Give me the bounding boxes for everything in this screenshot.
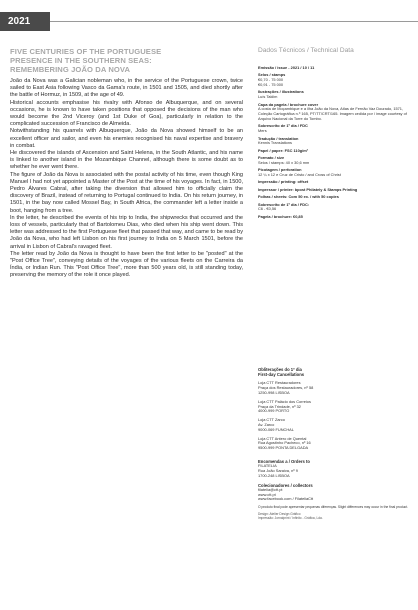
spec-item <box>258 103 410 122</box>
spec-item <box>258 215 410 220</box>
orders-address <box>258 464 410 478</box>
spec-item <box>258 66 410 71</box>
spec-value-line: Selos / stamps: 40 x 30,6 mm <box>258 159 310 165</box>
article-paragraph: In the letter, he described the events of his trip to India, the shipwrecks that occurred and the loss of vessels, particularly that of Bartolomeu Dias, who died when his ship went down. This letter was addressed to the first Portuguese fleet that passed that way, and came to be read by João da Nova, who had left Lisbon on his first journey to India on 5 March 1501, before the arrival in Lisbon of Cabral's ravaged fleet. <box>10 214 243 250</box>
post-office-line: Loja CTT Antero de Quental <box>258 435 307 441</box>
spec-value <box>258 161 410 166</box>
collectors-line: filatelia@ctt.pt <box>258 486 283 492</box>
article-paragraph: He discovered the islands of Ascension and Saint Helena, in the South Atlantic, and his name is linked to another island in the Mozambique Channel, although there is some doubt as to whether he ever went there. <box>10 150 243 171</box>
post-office-line: 1250-998 LISBOA <box>258 390 290 395</box>
collectors-contacts <box>258 488 410 502</box>
spec-label: Pagela / brochure: €0,85 <box>258 213 303 219</box>
spec-label: Picotagem / perforation <box>258 167 302 173</box>
orders-line: 1700-248 LISBOA <box>258 472 290 478</box>
spec-value-line: Mers <box>258 128 267 134</box>
post-office-line: Av. Zarco <box>258 421 275 427</box>
spec-value-line: C6 - €0,56 <box>258 206 277 212</box>
post-office-line: Loja CTT Zarco <box>258 417 285 423</box>
article-paragraph: The letter read by João da Nova is thought to have been the first letter to be "posted" at the "Post Office Tree", conveying details of the voyages of the various fleets on the Carreira da Índia, or Indian Run. This "Post Office Tree", more than 500 years old, is still standing today, preserving the memory of the role it once played. <box>10 250 243 279</box>
spec-item <box>258 73 410 87</box>
spec-value-line: Kennis Translations <box>258 140 292 146</box>
spec-label: Sobrescrito de 1º dia / FDC: <box>258 201 310 207</box>
spec-item <box>258 156 410 166</box>
spec-list <box>258 66 410 220</box>
credit-line: Impressão: Jornalprint / Infinito - Gráfica, Lda. <box>258 516 323 521</box>
spec-label: Impressão / printing: offset <box>258 179 309 185</box>
technical-data-heading: Dados Técnicos / Technical Data <box>258 47 354 54</box>
spec-label: Folhas / sheets: Com 50 ex. / with 50 copies <box>258 194 339 200</box>
post-office-line: Rua Agostinho Pacheco, nº 16 <box>258 440 311 446</box>
spec-value <box>258 141 410 146</box>
spec-label: Tradução / translation <box>258 135 299 141</box>
spec-label: Papel / paper: FSC 110g/m² <box>258 147 308 153</box>
article-paragraph: Notwithstanding his quarrels with Albuquerque, João da Nova showed himself to be an excellent officer and sailor, and even his enemies recognised his naval expertise and bravery in combat. <box>10 128 243 149</box>
spec-value-line: A costa de Moçambique e a ilha João da Nova, Atlas de Fernão Vaz Dourado, 1571, Coleção Cartográfica n.º 165, PT/TT/CRT/165. Imagem cedida por / image courtesy of Arquivo Nacional da Torre do Tombo. <box>258 106 407 121</box>
credits <box>258 512 410 520</box>
header-rule <box>50 21 418 22</box>
post-office-line: 4000-999 PORTO <box>258 408 290 414</box>
post-office-line: Loja CTT Palácio dos Correios <box>258 398 311 404</box>
spec-label: Formato / size <box>258 155 285 161</box>
orders-line: Rua João Saraiva, nº 9 <box>258 467 298 473</box>
spec-value <box>258 207 410 212</box>
article-title-line: FIVE CENTURIES OF THE PORTUGUESE <box>10 47 162 56</box>
post-office-line: 9500-999 PONTA DELGADA <box>258 445 309 451</box>
fdc-heading-line: Obliterações do 1º dia <box>258 367 302 372</box>
post-office-line: Loja CTT Restauradores <box>258 380 301 386</box>
collectors-heading: Colecionadores / collectors <box>258 482 313 488</box>
spec-item <box>258 124 410 134</box>
spec-value <box>258 173 410 178</box>
article-paragraph: Historical accounts emphasise his rivalry with Afonso de Albuquerque, and on several occasions, he is known to have taken positions that opposed the decisions of the man who would become the 2nd Viceroy (and 1st Duke of Goa), particularly in relation to the complicated succession of Francisco de Almeida. <box>10 99 243 128</box>
spec-label: Ilustrações / illustrations <box>258 89 304 95</box>
article-title <box>10 47 243 74</box>
post-office <box>258 400 410 414</box>
post-office-line: Praça dos Restauradores, nº 58 <box>258 385 314 391</box>
post-office <box>258 437 410 451</box>
spec-item <box>258 168 410 178</box>
spec-label: Capa da pagela / brochure cover <box>258 101 319 107</box>
spec-value <box>258 129 410 134</box>
spec-item <box>258 90 410 100</box>
spec-item <box>258 195 410 200</box>
orders-line: FILATELIA <box>258 463 277 469</box>
spec-item <box>258 203 410 213</box>
post-office-list <box>258 381 410 451</box>
article-paragraph: João da Nova was a Galician nobleman who, in the service of the Portuguese crown, twice sailed to East Asia following Vasco da Gama's route, in 1501 and 1505, and died shortly after the battle of Hormuz, in 1509, at the age of 49. <box>10 78 243 99</box>
first-day-cancellations <box>258 367 410 521</box>
article-paragraph: The figure of João da Nova is associated with the postal activity of his time, even though King Manuel I had not yet appointed a Master of the Post at the time of his voyages. In fact, in 1500, Pedro Álvares Cabral, after taking the diversion that allowed him to officially claim the discovery of Brazil, instead of returning to Portugal continued to India. On his return journey, in 1501, in the bay now called Mossel Bay, in South Africa, the commander left a letter inside a boot, hanging from a tree. <box>10 171 243 214</box>
article-title-line: REMEMBERING JOÃO DA NOVA <box>10 65 131 74</box>
article-title-line: PRESENCE IN THE SOUTHERN SEAS: <box>10 56 152 65</box>
spec-value <box>258 107 410 121</box>
spec-value-line: 12 ¼ x 12 e Cruz de Cristo / and Cross of Christ <box>258 172 341 178</box>
spec-label: Emissão / issue - 2021 / 10 / 11 <box>258 65 315 70</box>
technical-data <box>258 47 410 222</box>
article <box>10 47 243 280</box>
fdc-heading-line: First-day Cancellations <box>258 372 305 378</box>
spec-label: Sobrescrito de 1º dia / FDC <box>258 123 308 129</box>
spec-label: Selos / stamps <box>258 72 286 78</box>
post-office-line: 9000-069 FUNCHAL <box>258 426 294 432</box>
spec-value <box>258 95 410 100</box>
spec-label: Impressor / printer: bpost Philately & Stamps Printing <box>258 186 358 192</box>
year-badge: 2021 <box>0 12 50 31</box>
spec-value-line: €0,91 - 75 000 <box>258 81 284 87</box>
spec-item <box>258 149 410 154</box>
spec-value-line: Luís Taklim <box>258 94 278 100</box>
spec-value <box>258 78 410 88</box>
spec-item <box>258 137 410 147</box>
product-note: O produto final pode apresentar pequenas diferenças. Slight differences may occur in the final product. <box>258 505 409 510</box>
post-office <box>258 418 410 432</box>
spec-item <box>258 180 410 185</box>
collectors-line: www.ctt.pt <box>258 491 276 497</box>
spec-value-line: €0,70 - 75 000 <box>258 77 284 83</box>
collectors-line: www.facebook.com / FilateliaCtt <box>258 496 314 502</box>
fdc-heading <box>258 367 410 377</box>
spec-item <box>258 188 410 193</box>
orders-heading: Encomendas a / Orders to <box>258 458 310 464</box>
credit-line: Design: Atelier Design Gráfico <box>258 512 301 517</box>
post-office <box>258 381 410 395</box>
post-office-line: Praça da Trindade, nº 32 <box>258 403 301 409</box>
